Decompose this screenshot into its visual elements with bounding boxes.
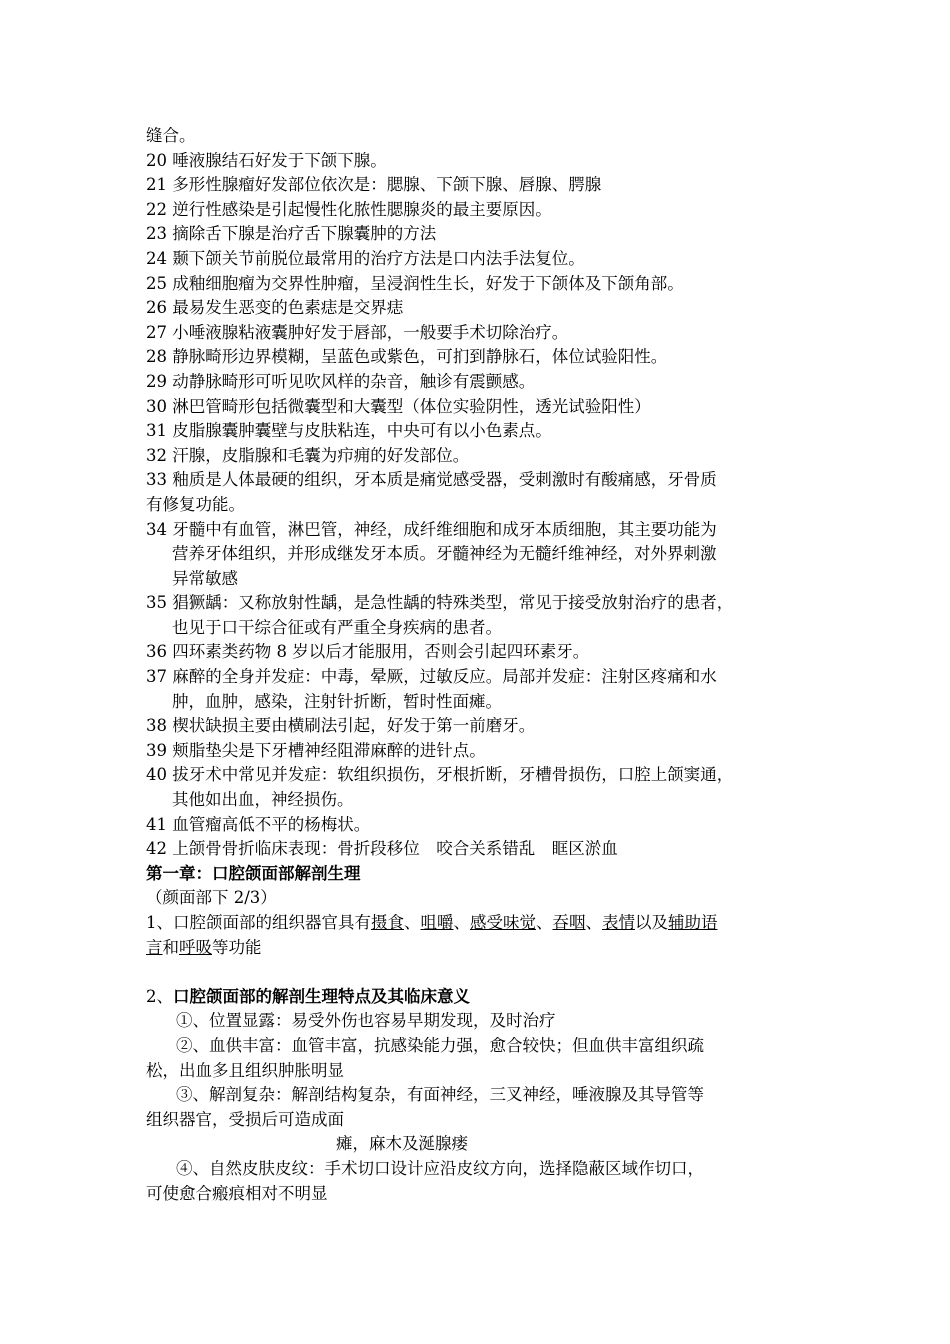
item-34-line2: 营养牙体组织，并形成继发牙本质。牙髓神经为无髓纤维神经，对外界刺激	[172, 544, 717, 564]
item-42: 42 上颌骨骨折临床表现：骨折段移位 咬合关系错乱 眶区淤血	[146, 839, 618, 859]
question-1-line1	[146, 911, 826, 936]
item-40-line2: 其他如出血，神经损伤。	[172, 790, 354, 810]
item-41: 41 血管瘤高低不平的杨梅状。	[146, 814, 371, 834]
keyword-breathing: 呼吸	[179, 937, 212, 957]
item-39: 39 颊脂垫尖是下牙槽神经阻滞麻醉的进针点。	[146, 740, 486, 760]
q2-number: 2、	[146, 986, 173, 1006]
item-35-line2: 也见于口干综合征或有严重全身疾病的患者。	[172, 617, 502, 637]
point-1: ①、位置显露：易受外伤也容易早期发现，及时治疗	[176, 1011, 556, 1031]
item-23: 23 摘除舌下腺是治疗舌下腺囊肿的方法	[146, 224, 437, 244]
chapter-subtitle: （颜面部下 2/3）	[146, 888, 277, 908]
q2-heading: 口腔颌面部的解剖生理特点及其临床意义	[173, 986, 470, 1006]
item-21: 21 多形性腺瘤好发部位依次是：腮腺、下颌下腺、唇腺、腭腺	[146, 175, 602, 195]
item-37-line1: 37 麻醉的全身并发症：中毒，晕厥，过敏反应。局部并发症：注射区疼痛和水	[146, 667, 717, 687]
chapter-title: 第一章：口腔颌面部解剖生理	[146, 863, 361, 883]
document-body	[146, 124, 826, 1206]
item-30: 30 淋巴管畸形包括微囊型和大囊型（体位实验阴性，透光试验阳性）	[146, 396, 651, 416]
item-35-line1: 35 猖獗龋：又称放射性龋，是急性龋的特殊类型，常见于接受放射治疗的患者，	[146, 593, 734, 613]
question-1-line2	[146, 936, 826, 961]
item-33-line2: 有修复功能。	[146, 494, 245, 514]
item-32: 32 汗腺，皮脂腺和毛囊为疖痈的好发部位。	[146, 445, 470, 465]
item-26: 26 最易发生恶变的色素痣是交界痣	[146, 298, 404, 318]
item-40-line1: 40 拔牙术中常见并发症：软组织损伤，牙根折断，牙槽骨损伤，口腔上颌窦通，	[146, 765, 734, 785]
point-3-line3: 瘫，麻木及涎腺瘘	[336, 1134, 468, 1154]
text-line: 缝合。	[146, 126, 196, 145]
keyword-speech-part1: 辅助语	[668, 913, 718, 932]
point-3-line1: ③、解剖复杂：解剖结构复杂，有面神经，三叉神经，唾液腺及其导管等	[176, 1085, 704, 1105]
separator: 、	[404, 913, 421, 932]
item-37-line2: 肿，血肿，感染，注射针折断，暂时性面瘫。	[172, 691, 502, 711]
point-4-line2: 可使愈合瘢痕相对不明显	[146, 1183, 328, 1203]
keyword-expression: 表情	[602, 913, 635, 932]
item-27: 27 小唾液腺粘液囊肿好发于唇部，一般要手术切除治疗。	[146, 322, 569, 342]
item-36: 36 四环素类药物 8 岁以后才能服用，否则会引起四环素牙。	[146, 642, 590, 662]
item-22: 22 逆行性感染是引起慢性化脓性腮腺炎的最主要原因。	[146, 199, 552, 219]
item-34-line3: 异常敏感	[172, 568, 238, 588]
separator: 、	[453, 913, 470, 932]
item-31: 31 皮脂腺囊肿囊壁与皮肤粘连，中央可有以小色素点。	[146, 421, 552, 441]
separator: 、	[536, 913, 553, 932]
item-28: 28 静脉畸形边界模糊，呈蓝色或紫色，可扪到静脉石，体位试验阳性。	[146, 347, 668, 367]
keyword-speech-part2: 言	[146, 937, 163, 957]
item-25: 25 成釉细胞瘤为交界性肿瘤，呈浸润性生长，好发于下颌体及下颌角部。	[146, 273, 684, 293]
blank-line	[146, 960, 826, 985]
separator: 、	[585, 913, 602, 932]
keyword-ingestion: 摄食	[371, 913, 404, 932]
item-33-line1: 33 釉质是人体最硬的组织，牙本质是痛觉感受器，受刺激时有酸痛感，牙骨质	[146, 470, 717, 490]
item-38: 38 楔状缺损主要由横刷法引起，好发于第一前磨牙。	[146, 716, 536, 736]
point-4-line1: ④、自然皮肤皮纹：手术切口设计应沿皮纹方向，选择隐蔽区域作切口，	[176, 1158, 704, 1178]
connector: 以及	[635, 913, 668, 932]
item-20: 20 唾液腺结石好发于下颌下腺。	[146, 150, 387, 170]
question-2-title	[146, 985, 826, 1010]
connector: 和	[162, 937, 179, 957]
keyword-swallowing: 吞咽	[552, 913, 586, 932]
item-34-line1: 34 牙髓中有血管，淋巴管，神经，成纤维细胞和成牙本质细胞，其主要功能为	[146, 519, 717, 539]
item-24: 24 颞下颌关节前脱位最常用的治疗方法是口内法手法复位。	[146, 248, 585, 268]
point-3-line2: 组织器官，受损后可造成面	[146, 1109, 344, 1129]
q1-prefix: 1、口腔颌面部的组织器官具有	[146, 913, 371, 932]
q1-suffix: 等功能	[212, 937, 262, 957]
item-29: 29 动静脉畸形可听见吹风样的杂音，触诊有震颤感。	[146, 371, 536, 391]
keyword-chewing: 咀嚼	[420, 913, 454, 932]
point-2-line2: 松，出血多且组织肿胀明显	[146, 1060, 344, 1080]
keyword-taste: 感受味觉	[470, 913, 536, 932]
point-2-line1: ②、血供丰富：血管丰富，抗感染能力强，愈合较快；但血供丰富组织疏	[176, 1035, 704, 1055]
